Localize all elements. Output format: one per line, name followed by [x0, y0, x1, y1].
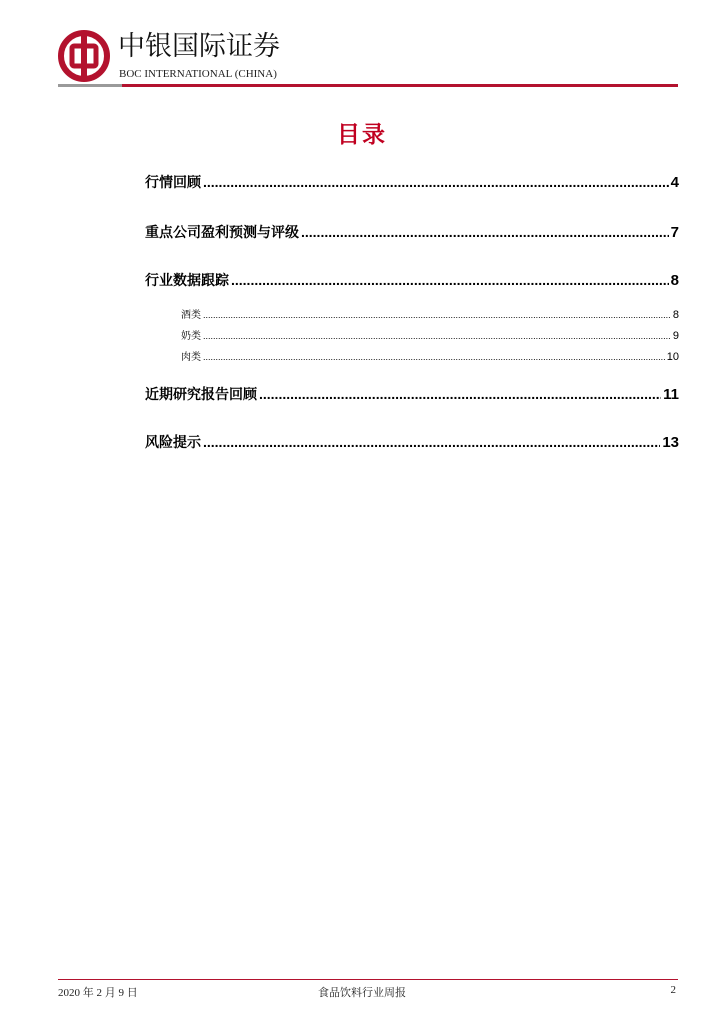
- toc-entry-recent-reports[interactable]: [145, 384, 679, 404]
- toc-entry-page: 4: [670, 174, 679, 191]
- toc-subentry-liquor[interactable]: [181, 306, 679, 321]
- toc-entry-label: 酒类: [181, 310, 201, 321]
- toc-entry-label: 风险提示: [145, 435, 201, 451]
- toc-entry-page: 11: [663, 386, 679, 403]
- toc-leader-dots: [203, 434, 660, 450]
- toc-entry-page: 8: [672, 309, 679, 321]
- boc-logo-icon: [58, 30, 110, 82]
- toc-leader-dots: [203, 310, 671, 320]
- brand-name-cn: 中银国际证券: [118, 31, 280, 62]
- toc-entry-industry-data[interactable]: [145, 270, 679, 290]
- header-rule-grey: [58, 84, 122, 87]
- footer-page-number: 2: [670, 984, 676, 996]
- toc-leader-dots: [203, 352, 665, 362]
- toc-leader-dots: [231, 272, 669, 288]
- toc-leader-dots: [301, 224, 669, 240]
- toc-entry-page: 10: [666, 351, 679, 363]
- toc-title: 目录: [337, 122, 387, 148]
- footer-date: 2020 年 2 月 9 日: [58, 987, 138, 999]
- toc-entry-page: 9: [672, 330, 679, 342]
- toc-entry-page: 13: [662, 434, 679, 451]
- toc-entry-market-review[interactable]: [145, 172, 679, 192]
- toc-entry-label: 重点公司盈利预测与评级: [145, 225, 299, 241]
- footer-rule: [58, 979, 678, 980]
- header: [58, 30, 678, 90]
- brand-name-en: BOC INTERNATIONAL (CHINA): [119, 68, 277, 80]
- toc-leader-dots: [203, 174, 669, 190]
- toc-leader-dots: [259, 386, 661, 402]
- toc-entry-label: 近期研究报告回顾: [145, 387, 257, 403]
- toc-entry-label: 行情回顾: [145, 175, 201, 191]
- toc-entry-earnings-forecast[interactable]: [145, 222, 679, 242]
- header-rule-red: [122, 84, 678, 87]
- toc-entry-risk-warning[interactable]: [145, 432, 679, 452]
- toc-entry-label: 行业数据跟踪: [145, 273, 229, 289]
- toc-entry-page: 8: [670, 272, 679, 289]
- toc-entry-label: 奶类: [181, 331, 201, 342]
- toc-entry-label: 肉类: [181, 352, 201, 363]
- toc-subentry-meat[interactable]: [181, 348, 679, 363]
- toc-subentry-dairy[interactable]: [181, 327, 679, 342]
- toc-entry-page: 7: [670, 224, 679, 241]
- toc-leader-dots: [203, 331, 671, 341]
- footer-report-name: 食品饮料行业周报: [318, 987, 406, 999]
